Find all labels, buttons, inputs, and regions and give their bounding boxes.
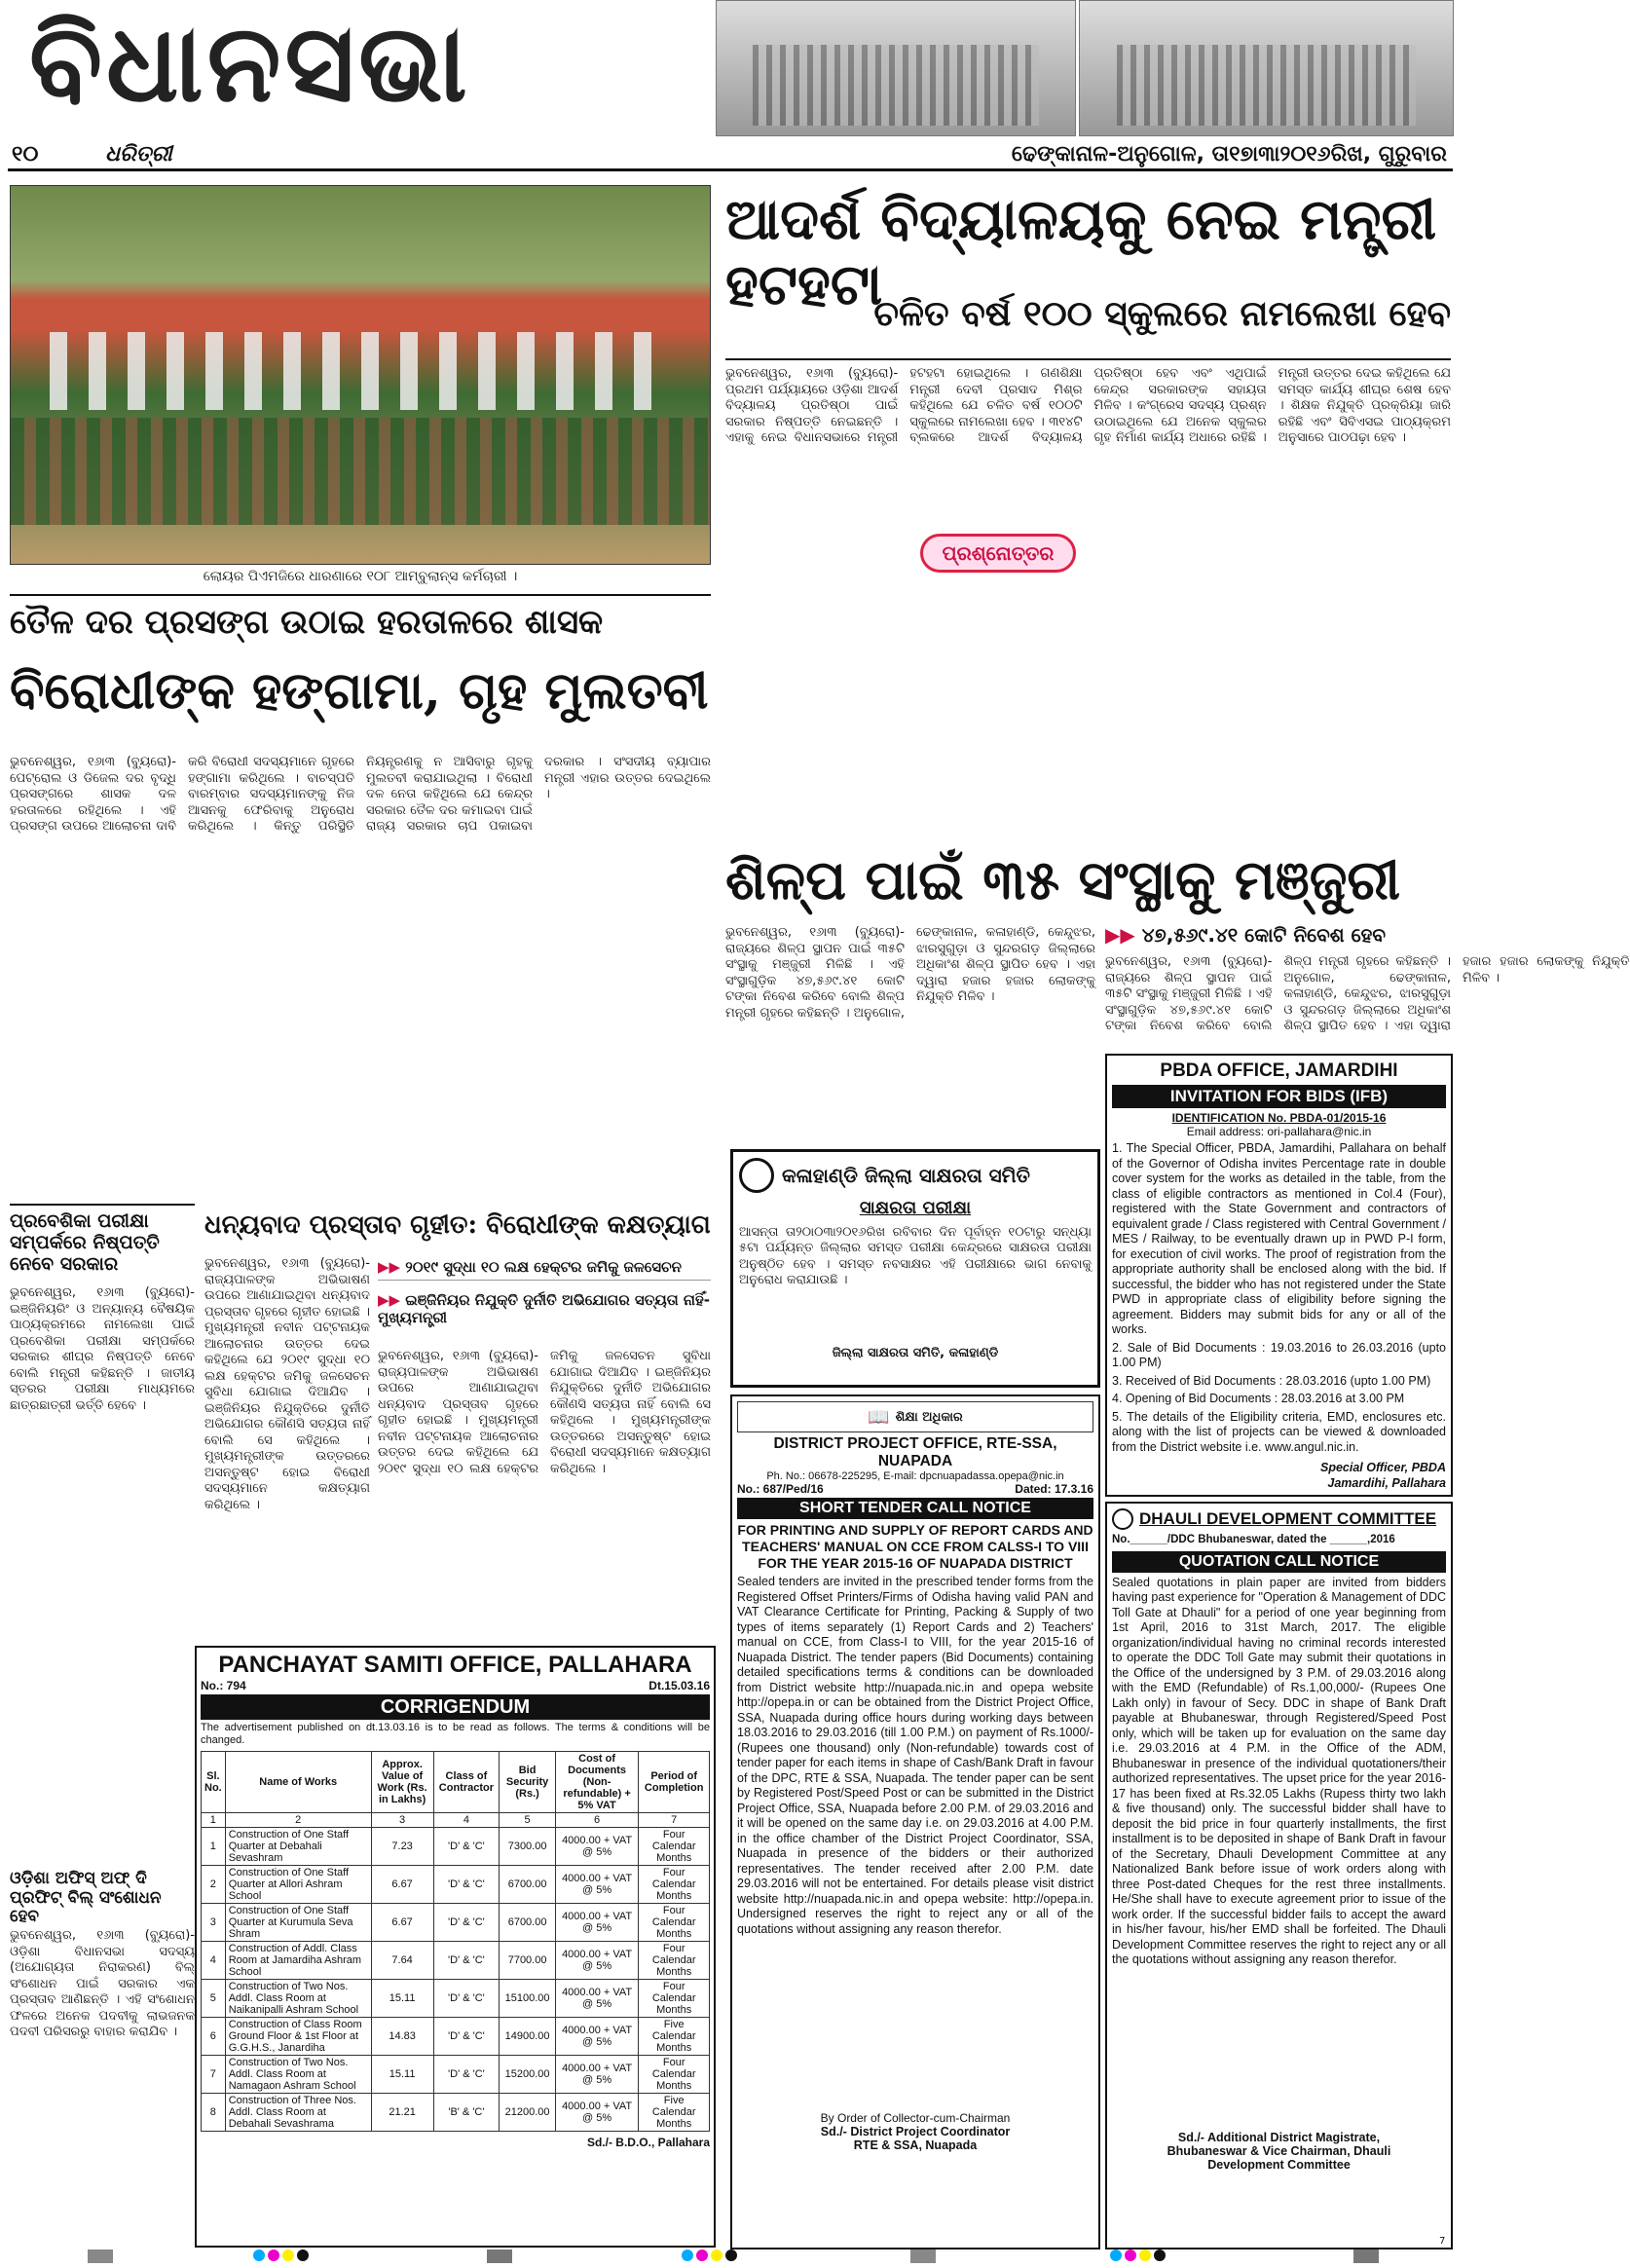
pbda-ad — [1105, 1054, 1453, 1497]
cell: 'D' & 'C' — [433, 2018, 500, 2056]
cell: Four Calendar Months — [639, 1904, 710, 1942]
cell: 4 — [202, 1942, 226, 1980]
rte-ad — [730, 1394, 1100, 2249]
cell: Five Calendar Months — [639, 2094, 710, 2132]
table-row — [202, 1980, 710, 2018]
oil-rule-top — [10, 594, 711, 596]
cell: Construction of Class Room Ground Floor & 1st Floor at G.G.H.S., Janardiha — [225, 2018, 371, 2056]
works-header-row — [202, 1752, 710, 1813]
colnum-4: 4 — [433, 1813, 500, 1828]
cell: 21.21 — [371, 2094, 433, 2132]
rte-ref: No.: 687/Ped/16 — [737, 1482, 824, 1496]
book-icon: 📖 — [868, 1406, 890, 1428]
pbda-ident: IDENTIFICATION No. PBDA-01/2015-16 — [1171, 1111, 1387, 1125]
col-class: Class of Contractor — [433, 1752, 500, 1813]
rte-contact: Ph. No.: 06678-225295, E-mail: dpcnuapadassa.opepa@nic.in — [766, 1470, 1064, 1482]
cell: 14.83 — [371, 2018, 433, 2056]
table-row — [202, 1942, 710, 1980]
qa-tag: ପ୍ରଶ୍ନୋତ୍ତର — [920, 534, 1076, 573]
cell: 4000.00 + VAT @ 5% — [555, 1866, 639, 1904]
table-row — [202, 1904, 710, 1942]
cmyk-dots-1 — [253, 2249, 309, 2261]
cell: Four Calendar Months — [639, 2056, 710, 2094]
grey-swatch-1 — [88, 2249, 113, 2263]
cell: Construction of Three Nos. Addl. Class Room at Debahali Sevashrama — [225, 2094, 371, 2132]
entrance-body: ଭୁବନେଶ୍ୱର, ୧୬ା୩ (ବ୍ୟୁରୋ)- ଇଞ୍ଜିନିୟରିଂ ଓ ଅନ୍ୟାନ୍ୟ ବୈଷୟିକ ପାଠ୍ୟକ୍ରମରେ ନାମଲେଖା ପାଇଁ ପ୍ରବେଶିକା ପରୀକ୍ଷା ସମ୍ପର୍କରେ ସରକାର ଶୀଘ୍ର ନିଷ୍ପତ୍ତି ନେବେ ବୋଲି ମନ୍ତ୍ରୀ କହିଛନ୍ତି । ଜାତୀୟ ସ୍ତରର ପରୀକ୍ଷା ମାଧ୍ୟମରେ ଛାତ୍ରଛାତ୍ରୀ ଭର୍ତ୍ତି ହେବେ । — [10, 1285, 195, 1413]
rte-office: DISTRICT PROJECT OFFICE, RTE-SSA, NUAPADA — [773, 1435, 1057, 1469]
cell: Construction of One Staff Quarter at Debahali Sevashram — [225, 1828, 371, 1866]
tender-bar: SHORT TENDER CALL NOTICE — [737, 1498, 1093, 1519]
cell: 7300.00 — [500, 1828, 556, 1866]
table-row — [202, 2018, 710, 2056]
paper-name: ଧରିତ୍ରୀ — [105, 142, 172, 167]
cell: 15100.00 — [500, 1980, 556, 2018]
dhauli-sign-2: Bhubaneswar & Vice Chairman, Dhauli — [1167, 2143, 1391, 2158]
entrance-rule — [10, 1204, 195, 1206]
pbda-office: PBDA OFFICE, JAMARDIHI — [1160, 1060, 1398, 1081]
industry-body: ଭୁବନେଶ୍ୱର, ୧୬ା୩ (ବ୍ୟୁରୋ)- ରାଜ୍ୟରେ ଶିଳ୍ପ ସ୍ଥାପନ ପାଇଁ ୩୫ଟି ସଂସ୍ଥାକୁ ମଞ୍ଜୁରୀ ମିଳିଛି । ଏହି ସଂସ୍ଥାଗୁଡ଼ିକ ୪୭,୫୬୯.୪୧ କୋଟି ଟଙ୍କା ନିବେଶ କରିବେ ବୋଲି ଶିଳ୍ପ ମନ୍ତ୍ରୀ ଗୃହରେ କହିଛନ୍ତି । ଅନୁଗୋଳ, ଢେଙ୍କାନାଳ, କଳାହାଣ୍ଡି, କେନ୍ଦୁଝର, ଝାରସୁଗୁଡ଼ା ଓ ସୁନ୍ଦରଗଡ଼ ଜିଲ୍ଲାରେ ଅଧିକାଂଶ ଶିଳ୍ପ ସ୍ଥାପିତ ହେବ । ଏହା ଦ୍ୱାରା ହଜାର ହଜାର ଲୋକଙ୍କୁ ନିଯୁକ୍ତି ମିଳିବ । — [725, 925, 1095, 1021]
cell: 15200.00 — [500, 2056, 556, 2094]
dateline: ଢେଙ୍କାନାଳ-ଅନୁଗୋଳ, ତା୧୭ା୩ା୨୦୧୬ରିଖ, ଗୁରୁବାର — [1011, 142, 1447, 167]
cell: 1 — [202, 1828, 226, 1866]
vote-point-1-text: ୨୦୧୯ ସୁଦ୍ଧା ୧୦ ଲକ୍ଷ ହେକ୍ଟର ଜମିକୁ ଜଳସେଚନ — [405, 1258, 683, 1276]
dhauli-ad — [1105, 1502, 1453, 2249]
cell: 'D' & 'C' — [433, 1942, 500, 1980]
vote-point-2-text: ଇଞ୍ଜିନିୟର ନିଯୁକ୍ତି ଦୁର୍ନୀତି ଅଭିଯୋଗର ସତ୍ୟତା ନାହିଁ-ମୁଖ୍ୟମନ୍ତ୍ରୀ — [378, 1291, 710, 1326]
ifb-bar: INVITATION FOR BIDS (IFB) — [1112, 1085, 1446, 1108]
cell: 6.67 — [371, 1866, 433, 1904]
cell: 4000.00 + VAT @ 5% — [555, 2056, 639, 2094]
pbda-sign-1: Special Officer, PBDA — [1320, 1461, 1446, 1474]
table-row — [202, 2094, 710, 2132]
vote-body-continued: ଭୁବନେଶ୍ୱର, ୧୬ା୩ (ବ୍ୟୁରୋ)- ରାଜ୍ୟପାଳଙ୍କ ଅଭିଭାଷଣ ଉପରେ ଆଣାଯାଇଥିବା ଧନ୍ୟବାଦ ପ୍ରସ୍ତାବ ଗୃହରେ ଗୃହୀତ ହୋଇଛି । ମୁଖ୍ୟମନ୍ତ୍ରୀ ନବୀନ ପଟ୍ଟନାୟକ ଆଲୋଚନାର ଉତ୍ତର ଦେଇ କହିଥିଲେ ଯେ ୨୦୧୯ ସୁଦ୍ଧା ୧୦ ଲକ୍ଷ ହେକ୍ଟର ଜମିକୁ ଜଳସେଚନ ସୁବିଧା ଯୋଗାଇ ଦିଆଯିବ । ଇଞ୍ଜିନିୟର ନିଯୁକ୍ତିରେ ଦୁର୍ନୀତି ଅଭିଯୋଗର କୌଣସି ସତ୍ୟତା ନାହିଁ ବୋଲି ସେ କହିଥିଲେ । ମୁଖ୍ୟମନ୍ତ୍ରୀଙ୍କ ଉତ୍ତରରେ ଅସନ୍ତୁଷ୍ଟ ହୋଇ ବିରୋଧୀ ସଦସ୍ୟମାନେ କକ୍ଷତ୍ୟାଗ କରିଥିଲେ । — [378, 1349, 711, 1476]
pbda-item-2: 2. Sale of Bid Documents : 19.03.2016 to 26.03.2016 (upto 1.00 PM) — [1112, 1340, 1446, 1369]
rte-sign-3: RTE & SSA, Nuapada — [853, 2138, 978, 2152]
col-sl: Sl. No. — [202, 1752, 226, 1813]
cell: 5 — [202, 1980, 226, 2018]
cell: 4000.00 + VAT @ 5% — [555, 2094, 639, 2132]
cell: 4000.00 + VAT @ 5% — [555, 1828, 639, 1866]
dhauli-body: Sealed quotations in plain paper are invited from bidders having past experience for "Operation & Management of DDC Toll Gate at Dhauli" for a period of one year beginning from 1st April, 2016 to 31st March, 2017. The eligible organization/individual having no criminal records interested to operate the DDC Toll Gate may submit their quotations in the Office of the undersigned by 3 P.M. of 29.03.2016 along with the EMD (Refundable) of Rs.1,00,000/- (Rupees One Lakh only) in favour of Secy. DDC in shape of Bank Draft payable at Bhubaneswar, through Registered/Speed Post only, which will be taken up for evaluation on the same day i.e. 29.03.2016 at 4 P.M. in the Office of the ADM, Bhubaneswar in presence of the individual quotationers/their authorized representatives. The upset price for the year 2016-17 has been fixed at Rs.32.05 Lakhs (Rupess thirty two lakh & five thousand) only. The successful bidder shall have to deposit the bid price in four quarterly installments, the first installment is to be deposited in shape of Bank Draft in favour of the Secretary, Dhauli Development Committee at any Nationalized Bank before issue of work orders along with three Post-dated Cheques for the rest three installments. He/She shall have to execute agreement prior to issue of the work order. If the successful bidder fails to accept the award in his/her favour, his/her EMD shall be forfeited. The Dhauli Development Committee reserves the right to reject any or all the quotations without assigning any reason therefor. — [1112, 1575, 1446, 1966]
cell: Four Calendar Months — [639, 1828, 710, 1866]
dhauli-ref: No.______/DDC Bhubaneswar, dated the ______,2016 — [1112, 1534, 1395, 1545]
literacy-ad — [730, 1149, 1100, 1388]
cell: 'D' & 'C' — [433, 1866, 500, 1904]
cell: 4000.00 + VAT @ 5% — [555, 1942, 639, 1980]
cell: Four Calendar Months — [639, 1980, 710, 2018]
cell: 7 — [202, 2056, 226, 2094]
literacy-sign: ଜିଲ୍ଲା ସାକ୍ଷରତା ସମିତି, କଳାହାଣ୍ଡି — [832, 1345, 999, 1360]
col-cost: Cost of Documents (Non-refundable) + 5% VAT — [555, 1752, 639, 1813]
table-row — [202, 2056, 710, 2094]
literacy-logo-icon — [739, 1158, 774, 1193]
arrow-icon: ▶▶ — [1105, 923, 1142, 947]
school-headline: ଆଦର୍ଶ ବିଦ୍ୟାଳୟକୁ ନେଇ ମନ୍ତ୍ରୀ ହଟହଟା — [725, 186, 1437, 317]
pbda-item-3: 3. Received of Bid Documents : 28.03.2016 (upto 1.00 PM) — [1112, 1373, 1431, 1388]
rte-heading: FOR PRINTING AND SUPPLY OF REPORT CARDS AND TEACHERS' MANUAL ON CCE FROM CALSS-I TO VIII FOR THE YEAR 2015-16 OF NUAPADA DISTRICT — [737, 1522, 1093, 1571]
cell: 4000.00 + VAT @ 5% — [555, 1904, 639, 1942]
panchayat-note: The advertisement published on dt.13.03.16 is to be read as follows. The terms & conditions will be changed. — [201, 1722, 710, 1746]
corrigendum-bar: CORRIGENDUM — [201, 1694, 710, 1720]
pbda-sign-2: Jamardihi, Pallahara — [1327, 1475, 1446, 1490]
cell: Construction of One Staff Quarter at Allori Ashram School — [225, 1866, 371, 1904]
panchayat-office: PANCHAYAT SAMITI OFFICE, PALLAHARA — [218, 1652, 692, 1678]
panchayat-ad — [195, 1646, 716, 2248]
industry-body-left — [725, 925, 1095, 1169]
cell: 4000.00 + VAT @ 5% — [555, 2018, 639, 2056]
works-colnum-row — [202, 1813, 710, 1828]
cell: 3 — [202, 1904, 226, 1942]
rte-logo — [737, 1401, 1093, 1432]
masthead-photo-assembly — [716, 0, 1076, 136]
industry-body-right — [1105, 954, 1630, 1047]
panchayat-sign: Sd./- B.D.O., Pallahara — [586, 2136, 710, 2149]
grey-swatch-3 — [910, 2249, 936, 2263]
grey-swatch-2 — [487, 2249, 512, 2263]
vote-point-1: ▶▶ ୨୦୧୯ ସୁଦ୍ଧା ୧୦ ଲକ୍ଷ ହେକ୍ଟର ଜମିକୁ ଜଳସେଚନ — [378, 1258, 711, 1281]
oil-headline: ବିରୋଧୀଙ୍କ ହଙ୍ଗାମା, ଗୃହ ମୁଲତବୀ — [10, 661, 709, 721]
vote-body-right — [378, 1349, 711, 1641]
entrance-headline: ପ୍ରବେଶିକା ପରୀକ୍ଷା ସମ୍ପର୍କରେ ନିଷ୍ପତ୍ତି ନେବେ ସରକାର — [10, 1210, 160, 1275]
school-rule — [725, 358, 1451, 360]
colnum-3: 3 — [371, 1813, 433, 1828]
literacy-subtitle: ସାକ୍ଷରତା ପରୀକ୍ଷା — [859, 1198, 972, 1218]
cell: Five Calendar Months — [639, 2018, 710, 2056]
pbda-item-4: 4. Opening of Bid Documents : 28.03.2016 at 3.00 PM — [1112, 1392, 1405, 1405]
dhauli-sign-1: Sd./- Additional District Magistrate, — [1177, 2130, 1381, 2144]
cell: 14900.00 — [500, 2018, 556, 2056]
cell: 2 — [202, 1866, 226, 1904]
cell: 'D' & 'C' — [433, 2056, 500, 2094]
cell: 'D' & 'C' — [433, 1904, 500, 1942]
table-row — [202, 1828, 710, 1866]
cell: 6.67 — [371, 1904, 433, 1942]
colnum-5: 5 — [500, 1813, 556, 1828]
page-number: ୧୦ — [12, 142, 39, 167]
school-body: ଭୁବନେଶ୍ୱର, ୧୬ା୩ (ବ୍ୟୁରୋ)- ପ୍ରଥମ ପର୍ଯ୍ୟାୟରେ ଓଡ଼ିଶା ଆଦର୍ଶ ବିଦ୍ୟାଳୟ ପ୍ରତିଷ୍ଠା ପାଇଁ ସରକାର ନିଷ୍ପତ୍ତି ନେଇଛନ୍ତି । ଏହାକୁ ନେଇ ବିଧାନସଭାରେ ମନ୍ତ୍ରୀ ହଟହଟା ହୋଇଥିଲେ । ଗଣଶିକ୍ଷା ମନ୍ତ୍ରୀ ଦେବୀ ପ୍ରସାଦ ମିଶ୍ର କହିଥିଲେ ଯେ ଚଳିତ ବର୍ଷ ୧୦୦ଟି ସ୍କୁଲରେ ନାମଲେଖା ହେବ । ୩୧୪ଟି ବ୍ଲକରେ ଆଦର୍ଶ ବିଦ୍ୟାଳୟ ପ୍ରତିଷ୍ଠା ହେବ ଏବଂ ଏଥିପାଇଁ କେନ୍ଦ୍ର ସରକାରଙ୍କ ସହାୟତା ମିଳିବ । କଂଗ୍ରେସ ସଦସ୍ୟ ପ୍ରଶ୍ନ ଉଠାଇଥିଲେ ଯେ ଅନେକ ସ୍କୁଲର ଗୃହ ନିର୍ମାଣ କାର୍ଯ୍ୟ ଅଧାରେ ରହିଛି । ମନ୍ତ୍ରୀ ଉତ୍ତର ଦେଇ କହିଥିଲେ ଯେ ସମସ୍ତ କାର୍ଯ୍ୟ ଶୀଘ୍ର ଶେଷ ହେବ । ଶିକ୍ଷକ ନିଯୁକ୍ତି ପ୍ରକ୍ରିୟା ଜାରି ରହିଛି ଏବଂ ସିବିଏସଇ ପାଠ୍ୟକ୍ରମ ଅନୁସାରେ ପାଠପଢ଼ା ହେବ । — [725, 366, 1451, 445]
colnum-6: 6 — [555, 1813, 639, 1828]
industry-body-continued: ଭୁବନେଶ୍ୱର, ୧୬ା୩ (ବ୍ୟୁରୋ)- ରାଜ୍ୟରେ ଶିଳ୍ପ ସ୍ଥାପନ ପାଇଁ ୩୫ଟି ସଂସ୍ଥାକୁ ମଞ୍ଜୁରୀ ମିଳିଛି । ଏହି ସଂସ୍ଥାଗୁଡ଼ିକ ୪୭,୫୬୯.୪୧ କୋଟି ଟଙ୍କା ନିବେଶ କରିବେ ବୋଲି ଶିଳ୍ପ ମନ୍ତ୍ରୀ ଗୃହରେ କହିଛନ୍ତି । ଅନୁଗୋଳ, ଢେଙ୍କାନାଳ, କଳାହାଣ୍ଡି, କେନ୍ଦୁଝର, ଝାରସୁଗୁଡ଼ା ଓ ସୁନ୍ଦରଗଡ଼ ଜିଲ୍ଲାରେ ଅଧିକାଂଶ ଶିଳ୍ପ ସ୍ଥାପିତ ହେବ । ଏହା ଦ୍ୱାରା ହଜାର ହଜାର ଲୋକଙ୍କୁ ନିଯୁକ୍ତି ମିଳିବ । — [1105, 954, 1630, 1033]
rte-body: Sealed tenders are invited in the prescribed tender forms from the Registered Offset Printers/Firms of Odisha having valid PAN and VAT Clearance Certificate for Printing, Packing & Supply of two types of items separately (1) Report Cards and 2) Teachers' manual on CCE, from Class-I to VIII, for the year 2015-16 of Nuapada District. The tender papers (Bid Documents) containing detailed specifications terms & conditions can be downloaded from District website http://nuapada.nic.in and opepa website http://opepa.in or can be obtained from the District Project Office, SSA, Nuapada during office hours during working days between 18.03.2016 to 29.03.2016 (till 1.00 P.M.) on payment of Rs.1000/- (Rupees one thousand) only (Non-refundable) towards cost of tender paper for each items in shape of Cash/Bank Draft in favour of the DPC, RTE & SSA, Nuapada. The tender paper can be sent by Registered Post/Speed Post or can be submitted in the District Project Office, SSA, Nuapada before 2.00 P.M. of 29.03.2016 and it will be opened on the same day i.e. on 29.03.2016 at 4.00 P.M. in the office chamber of the District Project Coordinator, SSA, Nuapada in presence of the bidders or their authorized representatives. The tender received after 2.00 P.M. date 29.03.2016 will not be entertained. For details please visit district website http://nuapada.nic.in and opepa website: http://opepa.in. Undersigned reserves the right to reject any or all of the quotations without assigning any reason therefor. — [737, 1575, 1093, 1936]
grey-swatch-4 — [1353, 2249, 1379, 2263]
dhauli-logo-icon — [1112, 1508, 1133, 1530]
cell: Four Calendar Months — [639, 1866, 710, 1904]
cell: 'B' & 'C' — [433, 2094, 500, 2132]
panchayat-date: Dt.15.03.16 — [648, 1679, 710, 1692]
col-work: Name of Works — [225, 1752, 371, 1813]
cell: 'D' & 'C' — [433, 1828, 500, 1866]
cell: 21200.00 — [500, 2094, 556, 2132]
masthead-photo-house — [1079, 0, 1454, 136]
cmyk-dots-2 — [682, 2249, 737, 2261]
literacy-body: ଆସନ୍ତା ତା୨୦ା୦୩ା୨୦୧୬ରିଖ ରବିବାର ଦିନ ପୂର୍ବାହ୍ନ ୧୦ଟାରୁ ସନ୍ଧ୍ୟା ୫ଟା ପର୍ଯ୍ୟନ୍ତ ଜିଲ୍ଲାର ସମସ୍ତ ପରୀକ୍ଷା କେନ୍ଦ୍ରରେ ସାକ୍ଷରତା ପରୀକ୍ଷା ଅନୁଷ୍ଠିତ ହେବ । ସମସ୍ତ ନବସାକ୍ଷର ଏହି ପରୀକ୍ଷାରେ ଭାଗ ନେବାକୁ ଅନୁରୋଧ କରାଯାଉଛି । — [739, 1224, 1092, 1288]
industry-headline: ଶିଳ୍ପ ପାଇଁ ୩୫ ସଂସ୍ଥାକୁ ମଞ୍ଜୁରୀ — [725, 848, 1401, 912]
oil-kicker: ତୈଳ ଦର ପ୍ରସଙ୍ଗ ଉଠାଇ ହରତାଳରେ ଶାସକ — [10, 603, 604, 642]
vote-headline: ଧନ୍ୟବାଦ ପ୍ରସ୍ତାବ ଗୃହୀତ: ବିରୋଧୀଙ୍କ କକ୍ଷତ୍ୟାଗ — [204, 1210, 711, 1240]
industry-sub — [1105, 923, 1451, 947]
works-table — [201, 1751, 710, 2132]
colnum-1: 1 — [202, 1813, 226, 1828]
profit-bill-headline: ଓଡ଼ିଶା ଅଫିସ୍ ଅଫ୍ ଦି ପ୍ରଫିଟ୍ ବିଲ୍ ସଂଶୋଧନ ହେବ — [10, 1869, 162, 1927]
cell: 15.11 — [371, 2056, 433, 2094]
cell: 7.64 — [371, 1942, 433, 1980]
cell: Construction of Two Nos. Addl. Class Room at Naikanipalli Ashram School — [225, 1980, 371, 2018]
quotation-bar: QUOTATION CALL NOTICE — [1112, 1551, 1446, 1573]
industry-sub-text: ୪୭,୫୬୯.୪୧ କୋଟି ନିବେଶ ହେବ — [1141, 923, 1386, 947]
col-period: Period of Completion — [639, 1752, 710, 1813]
cell: 'D' & 'C' — [433, 1980, 500, 2018]
oil-body: ଭୁବନେଶ୍ୱର, ୧୬ା୩ (ବ୍ୟୁରୋ)- ପେଟ୍ରୋଲ ଓ ଡିଜେଲ ଦର ବୃଦ୍ଧି ପ୍ରସଙ୍ଗରେ ଶାସକ ଦଳ ହରତାଳରେ ରହିଥିଲେ । ଏହି ପ୍ରସଙ୍ଗ ଉପରେ ଆଲୋଚନା ଦାବି କରି ବିରୋଧୀ ସଦସ୍ୟମାନେ ଗୃହରେ ହଙ୍ଗାମା କରିଥିଲେ । ବାଚସ୍ପତି ବାରମ୍ବାର ସଦସ୍ୟମାନଙ୍କୁ ନିଜ ଆସନକୁ ଫେରିବାକୁ ଅନୁରୋଧ କରିଥିଲେ । କିନ୍ତୁ ପରିସ୍ଥିତି ନିୟନ୍ତ୍ରଣକୁ ନ ଆସିବାରୁ ଗୃହକୁ ମୁଲତବୀ କରାଯାଇଥିଲା । ବିରୋଧୀ ଦଳ ନେତା କହିଥିଲେ ଯେ କେନ୍ଦ୍ର ସରକାର ତୈଳ ଦର କମାଇବା ପାଇଁ ରାଜ୍ୟ ସରକାର ଚାପ ପକାଇବା ଦରକାର । ସଂସଦୀୟ ବ୍ୟାପାର ମନ୍ତ୍ରୀ ଏହାର ଉତ୍ତର ଦେଇଥିଲେ । — [10, 755, 711, 834]
dhauli-sign-3: Development Committee — [1207, 2157, 1351, 2172]
colnum-2: 2 — [225, 1813, 371, 1828]
colnum-7: 7 — [639, 1813, 710, 1828]
cell: 6 — [202, 2018, 226, 2056]
cell: 15.11 — [371, 1980, 433, 2018]
vote-point-2: ▶▶ ଇଞ୍ଜିନିୟର ନିଯୁକ୍ତି ଦୁର୍ନୀତି ଅଭିଯୋଗର ସତ୍ୟତା ନାହିଁ-ମୁଖ୍ୟମନ୍ତ୍ରୀ — [378, 1291, 710, 1326]
col-security: Bid Security (Rs.) — [500, 1752, 556, 1813]
cell: 6700.00 — [500, 1904, 556, 1942]
cell: Construction of One Staff Quarter at Kurumula Seva Shram — [225, 1904, 371, 1942]
cell: 7.23 — [371, 1828, 433, 1866]
pbda-email: Email address: ori-pallahara@nic.in — [1186, 1125, 1372, 1138]
cell: 8 — [202, 2094, 226, 2132]
vote-body-left — [204, 1256, 370, 1641]
page-mark: 7 — [1439, 2236, 1446, 2247]
photo-caption: ଲୋୟର ପିଏମଜିରେ ଧାରଣାରେ ୧୦୮ ଆମ୍ବୁଲାନ୍ସ କର୍ମଚାରୀ । — [203, 569, 518, 584]
school-subhead: ଚଳିତ ବର୍ଷ ୧୦୦ ସ୍କୁଲରେ ନାମଲେଖା ହେବ — [873, 293, 1451, 334]
dhauli-office: DHAULI DEVELOPMENT COMMITTEE — [1139, 1509, 1437, 1528]
rte-logo-text: ଶିକ୍ଷା ଅଧିକାର — [895, 1409, 963, 1425]
literacy-title: କଳାହାଣ୍ଡି ଜିଲ୍ଲା ସାକ୍ଷରତା ସମିତି — [782, 1163, 1030, 1187]
col-value: Approx. Value of Work (Rs. in Lakhs) — [371, 1752, 433, 1813]
cell: Construction of Addl. Class Room at Jamardiha Ashram School — [225, 1942, 371, 1980]
table-row — [202, 1866, 710, 1904]
cell: Four Calendar Months — [639, 1942, 710, 1980]
masthead-title: ବିଧାନସଭା — [29, 0, 471, 126]
rte-sign-2: Sd./- District Project Coordinator — [820, 2125, 1011, 2138]
cell: 4000.00 + VAT @ 5% — [555, 1980, 639, 2018]
cell: 7700.00 — [500, 1942, 556, 1980]
pbda-item-5: 5. The details of the Eligibility criteria, EMD, enclosures etc. along with the list of projects can be viewed & downloaded from the District website i.e. www.angul.nic.in. — [1112, 1409, 1446, 1454]
cmyk-dots-3 — [1110, 2249, 1166, 2261]
cell: 6700.00 — [500, 1866, 556, 1904]
rte-sign-1: By Order of Collector-cum-Chairman — [820, 2111, 1011, 2125]
profit-bill-body: ଭୁବନେଶ୍ୱର, ୧୬ା୩ (ବ୍ୟୁରୋ)- ଓଡ଼ିଶା ବିଧାନସଭା ସଦସ୍ୟ (ଅଯୋଗ୍ୟତା ନିରାକରଣ) ବିଲ୍ ସଂଶୋଧନ ପାଇଁ ସରକାର ଏକ ପ୍ରସ୍ତାବ ଆଣିଛନ୍ତି । ଏହି ସଂଶୋଧନ ଫଳରେ ଅନେକ ପଦବୀକୁ ଲାଭଜନକ ପଦବୀ ପରିସରରୁ ବାହାର କରାଯିବ । — [10, 1928, 195, 2039]
panchayat-no: No.: 794 — [201, 1679, 246, 1692]
folio-bar — [8, 138, 1453, 171]
pbda-item-1: 1. The Special Officer, PBDA, Jamardihi, Pallahara on behalf of the Governor of Odisha invites Percentage rate in double cover system for the works as detailed in the table, from the class of eligible contractors as mentioned in Col.4 (Four), registered with the State Government and contractors of equivalent grade / Class registered with Central Government / MES / Railway, to be eventually drawn up in PWD P-I form, for execution of civil works. The proof of registration from the appropriate authority shall be enclosed along with the bid. If successful, the bidder who has not registered under the State PWD in appropriate class of eligibility before signing the agreement. Bidders may submit bids for any or all of the works. — [1112, 1141, 1446, 1336]
vote-body: ଭୁବନେଶ୍ୱର, ୧୬ା୩ (ବ୍ୟୁରୋ)- ରାଜ୍ୟପାଳଙ୍କ ଅଭିଭାଷଣ ଉପରେ ଆଣାଯାଇଥିବା ଧନ୍ୟବାଦ ପ୍ରସ୍ତାବ ଗୃହରେ ଗୃହୀତ ହୋଇଛି । ମୁଖ୍ୟମନ୍ତ୍ରୀ ନବୀନ ପଟ୍ଟନାୟକ ଆଲୋଚନାର ଉତ୍ତର ଦେଇ କହିଥିଲେ ଯେ ୨୦୧୯ ସୁଦ୍ଧା ୧୦ ଲକ୍ଷ ହେକ୍ଟର ଜମିକୁ ଜଳସେଚନ ସୁବିଧା ଯୋଗାଇ ଦିଆଯିବ । ଇଞ୍ଜିନିୟର ନିଯୁକ୍ତିରେ ଦୁର୍ନୀତି ଅଭିଯୋଗର କୌଣସି ସତ୍ୟତା ନାହିଁ ବୋଲି ସେ କହିଥିଲେ । ମୁଖ୍ୟମନ୍ତ୍ରୀଙ୍କ ଉତ୍ତରରେ ଅସନ୍ତୁଷ୍ଟ ହୋଇ ବିରୋଧୀ ସଦସ୍ୟମାନେ କକ୍ଷତ୍ୟାଗ କରିଥିଲେ । — [204, 1256, 370, 1512]
cell: Construction of Two Nos. Addl. Class Room at Namagaon Ashram School — [225, 2056, 371, 2094]
rte-dated: Dated: 17.3.16 — [1015, 1482, 1093, 1496]
protest-photo — [10, 185, 711, 565]
